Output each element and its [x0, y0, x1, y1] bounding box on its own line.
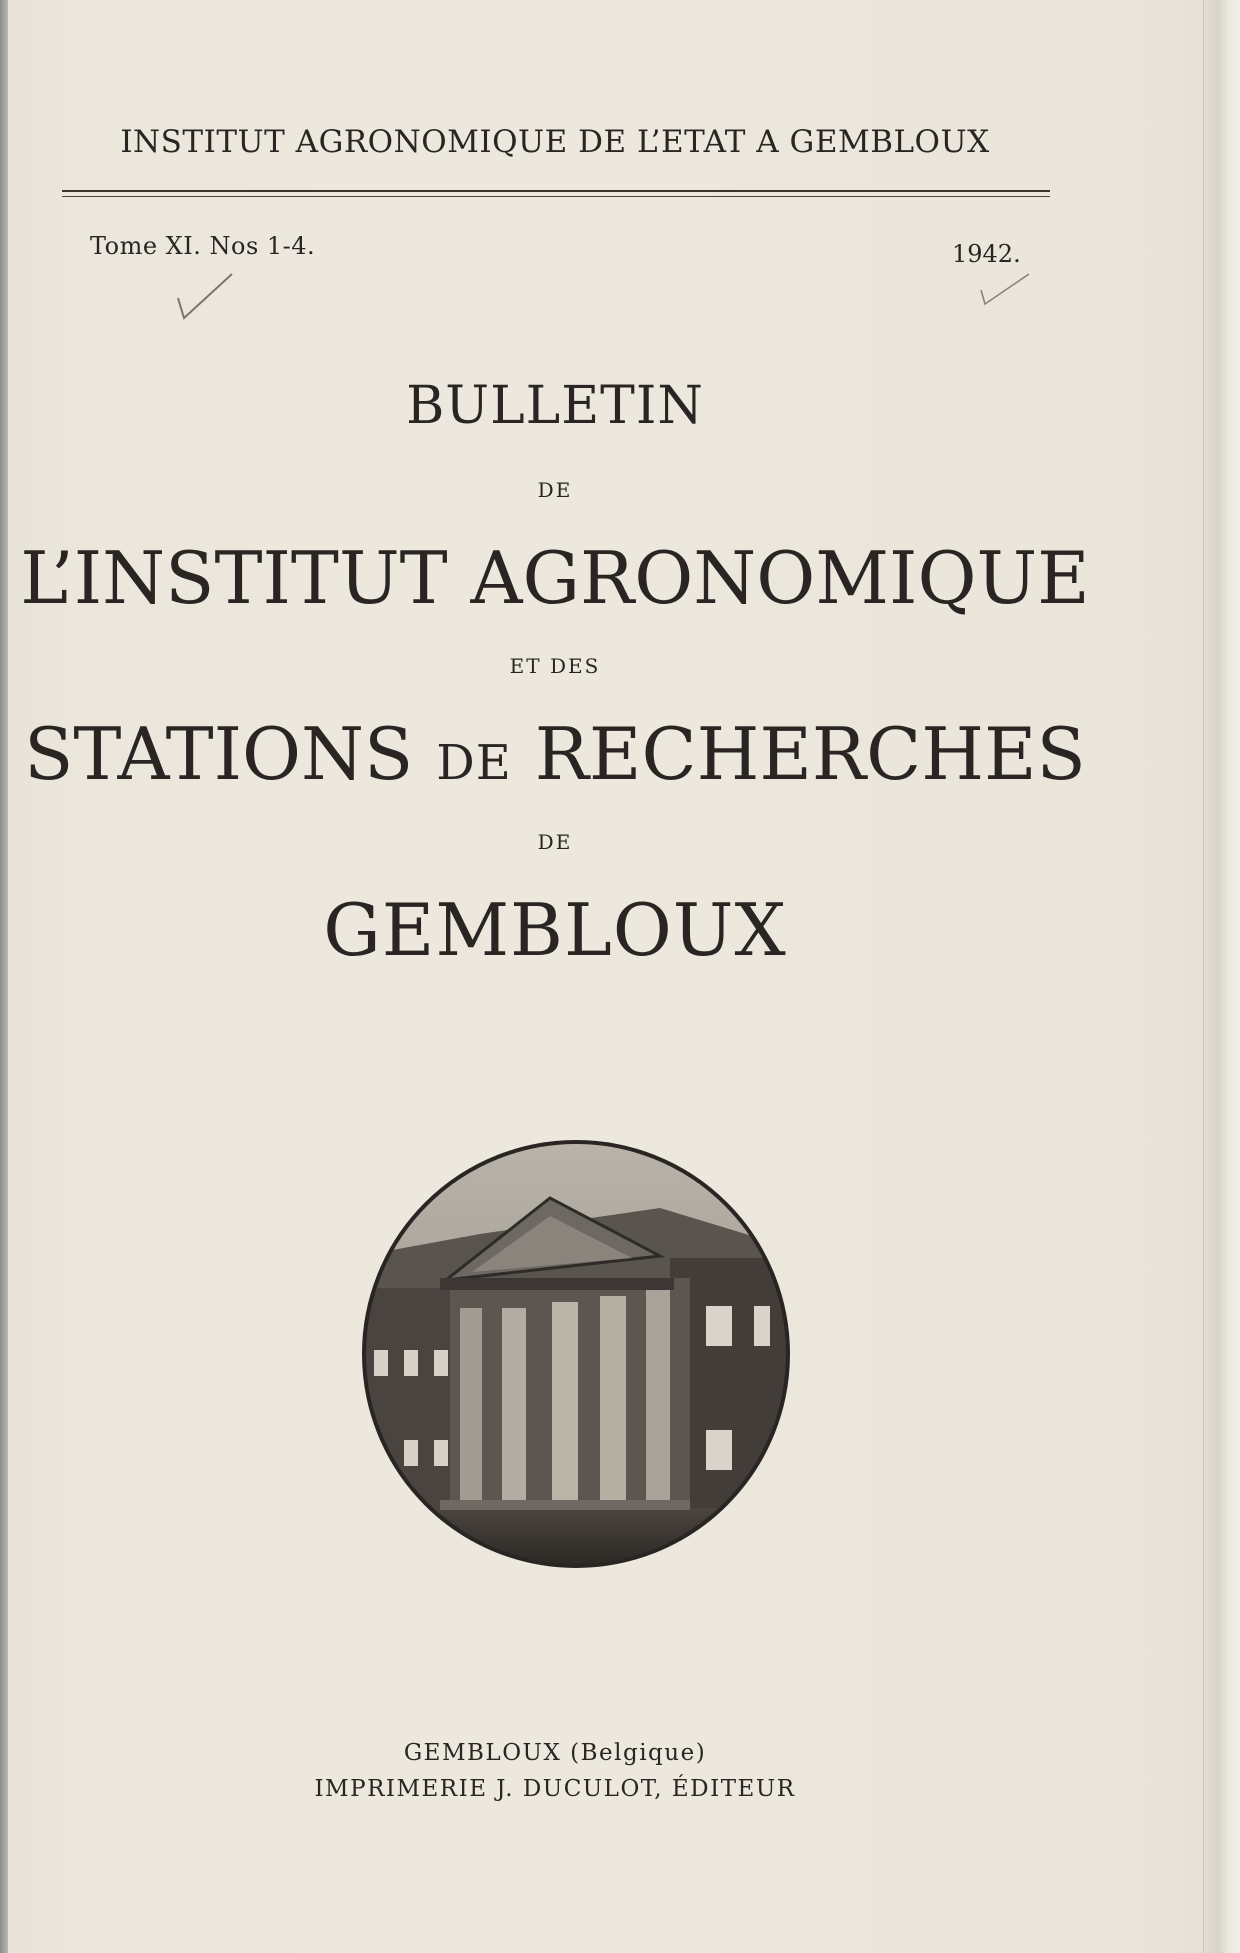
imprint-location: GEMBLOUX (Belgique) — [403, 1740, 707, 1766]
title-conjunction-et-des: ET DES — [509, 654, 601, 678]
publication-year: 1942. — [952, 240, 1021, 268]
title-bulletin: BULLETIN — [406, 376, 704, 436]
title-institut: L’INSTITUT AGRONOMIQUE — [20, 536, 1090, 620]
imprint-printer: IMPRIMERIE J. DUCULOT, ÉDITEUR — [314, 1776, 796, 1802]
tome-number: Tome XI. Nos 1-4. — [90, 232, 316, 260]
title-stations-de: DE — [436, 735, 512, 791]
pencil-check-mark-icon — [975, 268, 1035, 312]
title-stations-word: STATIONS — [24, 712, 414, 796]
title-recherches-word: RECHERCHES — [534, 712, 1086, 796]
header-rule-thick — [62, 190, 1050, 192]
title-stations — [0, 712, 1110, 796]
title-gembloux: GEMBLOUX — [323, 888, 787, 972]
institution-header: INSTITUT AGRONOMIQUE DE L’ETAT A GEMBLOUX — [120, 124, 990, 160]
pencil-check-mark-icon — [170, 268, 240, 328]
title-conjunction-de-2: DE — [537, 830, 573, 854]
title-conjunction-de: DE — [537, 478, 573, 502]
header-rule-thin — [62, 196, 1050, 197]
page-edge — [1203, 0, 1240, 1953]
binding-shadow — [0, 0, 8, 1953]
building-emblem-icon — [360, 1138, 792, 1570]
